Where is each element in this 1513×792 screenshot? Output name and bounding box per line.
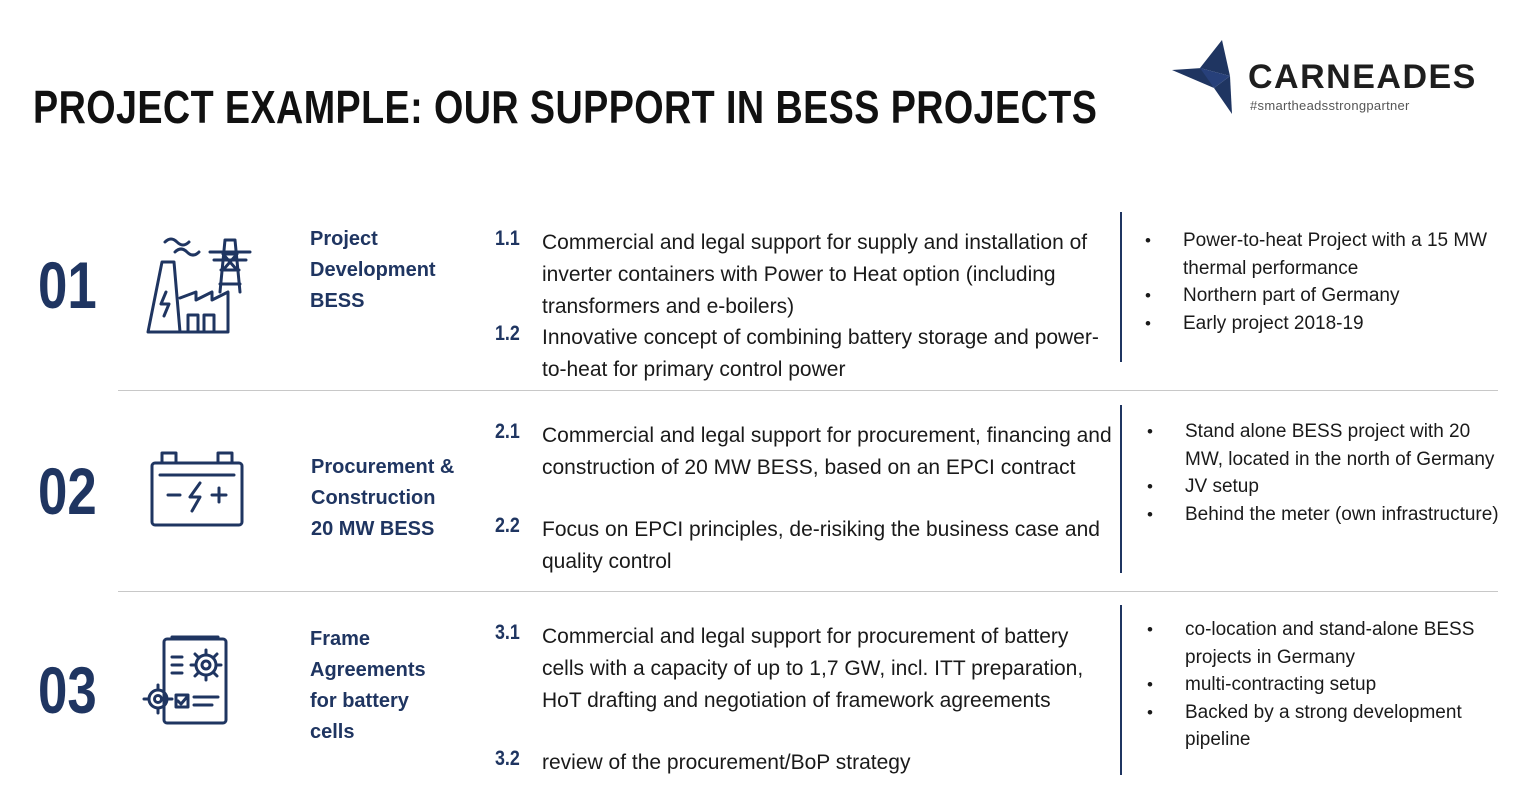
label-line: cells — [310, 721, 355, 743]
battery-icon — [140, 445, 260, 535]
bullet-list — [1145, 227, 1500, 337]
item-number: 1.1 — [495, 227, 520, 250]
item-number: 1.2 — [495, 322, 520, 345]
bullet-item: • JV setup — [1147, 473, 1502, 501]
row-number: 01 — [38, 248, 97, 322]
row-label — [310, 224, 436, 317]
item-text: review of the procurement/BoP strategy — [542, 751, 911, 774]
label-line: for battery — [310, 690, 409, 712]
label-line: Development — [310, 259, 436, 281]
bullet-item: • Power-to-heat Project with a 15 MW thermal performance — [1145, 227, 1500, 282]
item-text: Innovative concept of combining battery storage and power-to-heat for primary control power — [542, 326, 1099, 381]
page-title: PROJECT EXAMPLE: OUR SUPPORT IN BESS PROJECTS — [33, 81, 1098, 133]
item-text: Focus on EPCI principles, de-risiking the business case and quality control — [542, 518, 1100, 573]
row-number: 03 — [38, 653, 97, 727]
bullet-item: • Stand alone BESS project with 20 MW, located in the north of Germany — [1147, 418, 1502, 473]
carneades-logo-mark-icon — [1170, 40, 1245, 115]
vertical-divider — [1120, 212, 1122, 362]
bullet-item: • Northern part of Germany — [1145, 282, 1500, 310]
row-label — [310, 624, 426, 748]
row-divider — [118, 390, 1498, 391]
bullet-item: • multi-contracting setup — [1147, 671, 1502, 699]
item-text: Commercial and legal support for procurement of battery cells with a capacity of up to 1,7 GW, incl. ITT preparation, HoT drafting and negotiation of framework agreements — [542, 625, 1084, 712]
label-line: Procurement & — [311, 456, 455, 478]
item-number: 3.1 — [495, 621, 520, 644]
bullet-list — [1147, 616, 1502, 754]
label-line: BESS — [310, 290, 365, 312]
label-line: Project — [310, 228, 378, 250]
bullet-item: • Backed by a strong development pipeline — [1147, 699, 1502, 754]
label-line: Frame — [310, 628, 371, 650]
bullet-list — [1147, 418, 1502, 528]
company-logo — [1170, 40, 1500, 118]
label-line: Agreements — [310, 659, 426, 681]
vertical-divider — [1120, 605, 1122, 775]
document-gears-icon — [140, 635, 240, 727]
item-text: Commercial and legal support for procurement, financing and construction of 20 MW BESS, based on an EPCI contract — [542, 424, 1112, 479]
item-number: 2.1 — [495, 420, 520, 443]
vertical-divider — [1120, 405, 1122, 573]
item-number: 2.2 — [495, 514, 520, 537]
bullet-item: • co-location and stand-alone BESS projects in Germany — [1147, 616, 1502, 671]
logo-tagline: #smartheadsstrongpartner — [1250, 98, 1410, 113]
item-number: 3.2 — [495, 747, 520, 770]
row-divider — [118, 591, 1498, 592]
row-label — [311, 452, 454, 545]
power-plant-icon — [140, 230, 260, 335]
row-number: 02 — [38, 454, 97, 528]
bullet-item: • Early project 2018-19 — [1145, 310, 1500, 338]
label-line: 20 MW BESS — [311, 518, 435, 540]
item-text: Commercial and legal support for supply and installation of inverter containers with Power to Heat option (including transformers and e-boilers) — [542, 231, 1088, 318]
label-line: Construction — [311, 487, 436, 509]
bullet-item: • Behind the meter (own infrastructure) — [1147, 501, 1502, 529]
logo-name: CARNEADES — [1248, 58, 1477, 96]
